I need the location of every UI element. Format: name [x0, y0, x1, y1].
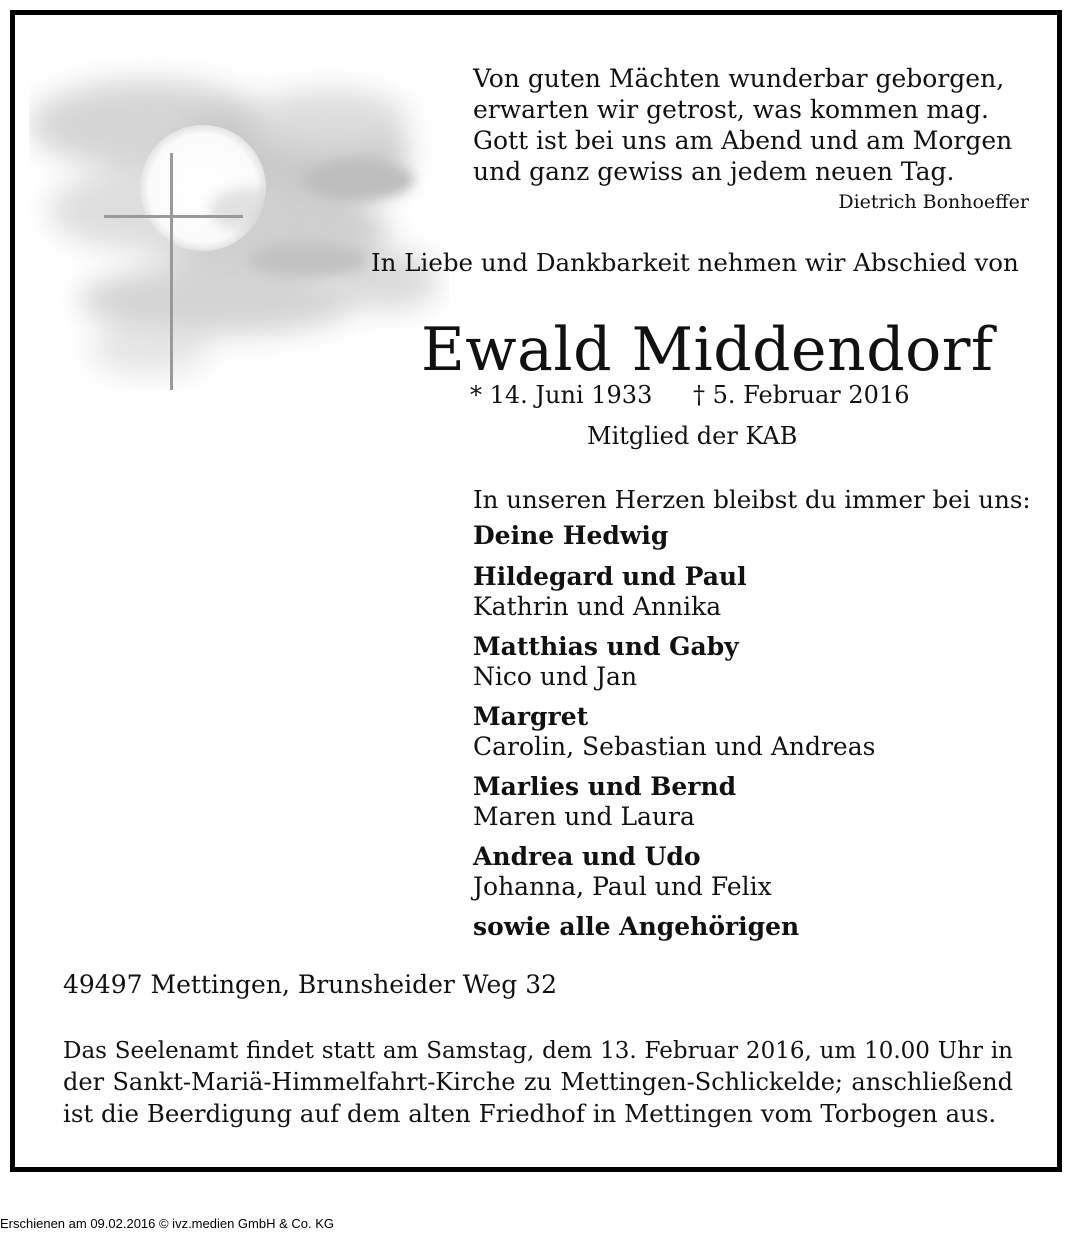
family-sub: Maren und Laura — [473, 802, 695, 831]
family-sub: Nico und Jan — [473, 662, 638, 691]
service-line: Das Seelenamt findet statt am Samstag, dem 13. Februar 2016, um 10.00 Uhr in — [63, 1038, 1013, 1064]
address: 49497 Mettingen, Brunsheider Weg 32 — [63, 970, 558, 999]
family-main: sowie alle Angehörigen — [473, 912, 800, 941]
service-info — [63, 1036, 1013, 1129]
poem-author: Dietrich Bonhoeffer — [838, 191, 1029, 213]
family-main: Matthias und Gaby — [473, 632, 739, 661]
family-group — [473, 912, 875, 942]
deceased-name: Ewald Middendorf — [421, 315, 994, 385]
family-main: Deine Hedwig — [473, 521, 669, 550]
family-group — [473, 702, 875, 762]
obituary-frame — [10, 10, 1062, 1172]
family-main: Marlies und Bernd — [473, 772, 737, 801]
cross-sun-clouds-icon — [29, 60, 449, 390]
publication-footer: Erschienen am 09.02.2016 © ivz.medien GmbH & Co. KG — [0, 1216, 335, 1231]
poem-line: erwarten wir getrost, was kommen mag. — [473, 95, 989, 124]
membership-text: Mitglied der KAB — [587, 422, 798, 450]
death-date: † 5. Februar 2016 — [693, 381, 910, 409]
intro-text: In Liebe und Dankbarkeit nehmen wir Abschied von — [371, 248, 1019, 277]
hearts-line: In unseren Herzen bleibst du immer bei uns: — [473, 485, 1031, 514]
poem-line: Von guten Mächten wunderbar geborgen, — [473, 64, 1005, 93]
family-main: Andrea und Udo — [473, 842, 701, 871]
service-line: der Sankt-Mariä-Himmelfahrt-Kirche zu Mettingen-Schlickelde; anschließend — [63, 1068, 1013, 1096]
family-main: Margret — [473, 702, 589, 731]
family-sub: Johanna, Paul und Felix — [473, 872, 772, 901]
family-main: Hildegard und Paul — [473, 562, 747, 591]
family-group — [473, 842, 875, 902]
family-sub: Carolin, Sebastian und Andreas — [473, 732, 876, 761]
family-sub: Kathrin und Annika — [473, 592, 722, 621]
family-group — [473, 521, 875, 551]
family-group — [473, 562, 875, 622]
service-line: ist die Beerdigung auf dem alten Friedhof in Mettingen vom Torbogen aus. — [63, 1099, 997, 1128]
family-group — [473, 632, 875, 692]
poem-line: Gott ist bei uns am Abend und am Morgen — [473, 126, 1013, 155]
family-group — [473, 772, 875, 832]
birth-date: * 14. Juni 1933 — [470, 381, 653, 409]
bonhoeffer-poem — [473, 63, 1012, 187]
poem-line: und ganz gewiss an jedem neuen Tag. — [473, 157, 955, 186]
family-list — [473, 521, 875, 953]
